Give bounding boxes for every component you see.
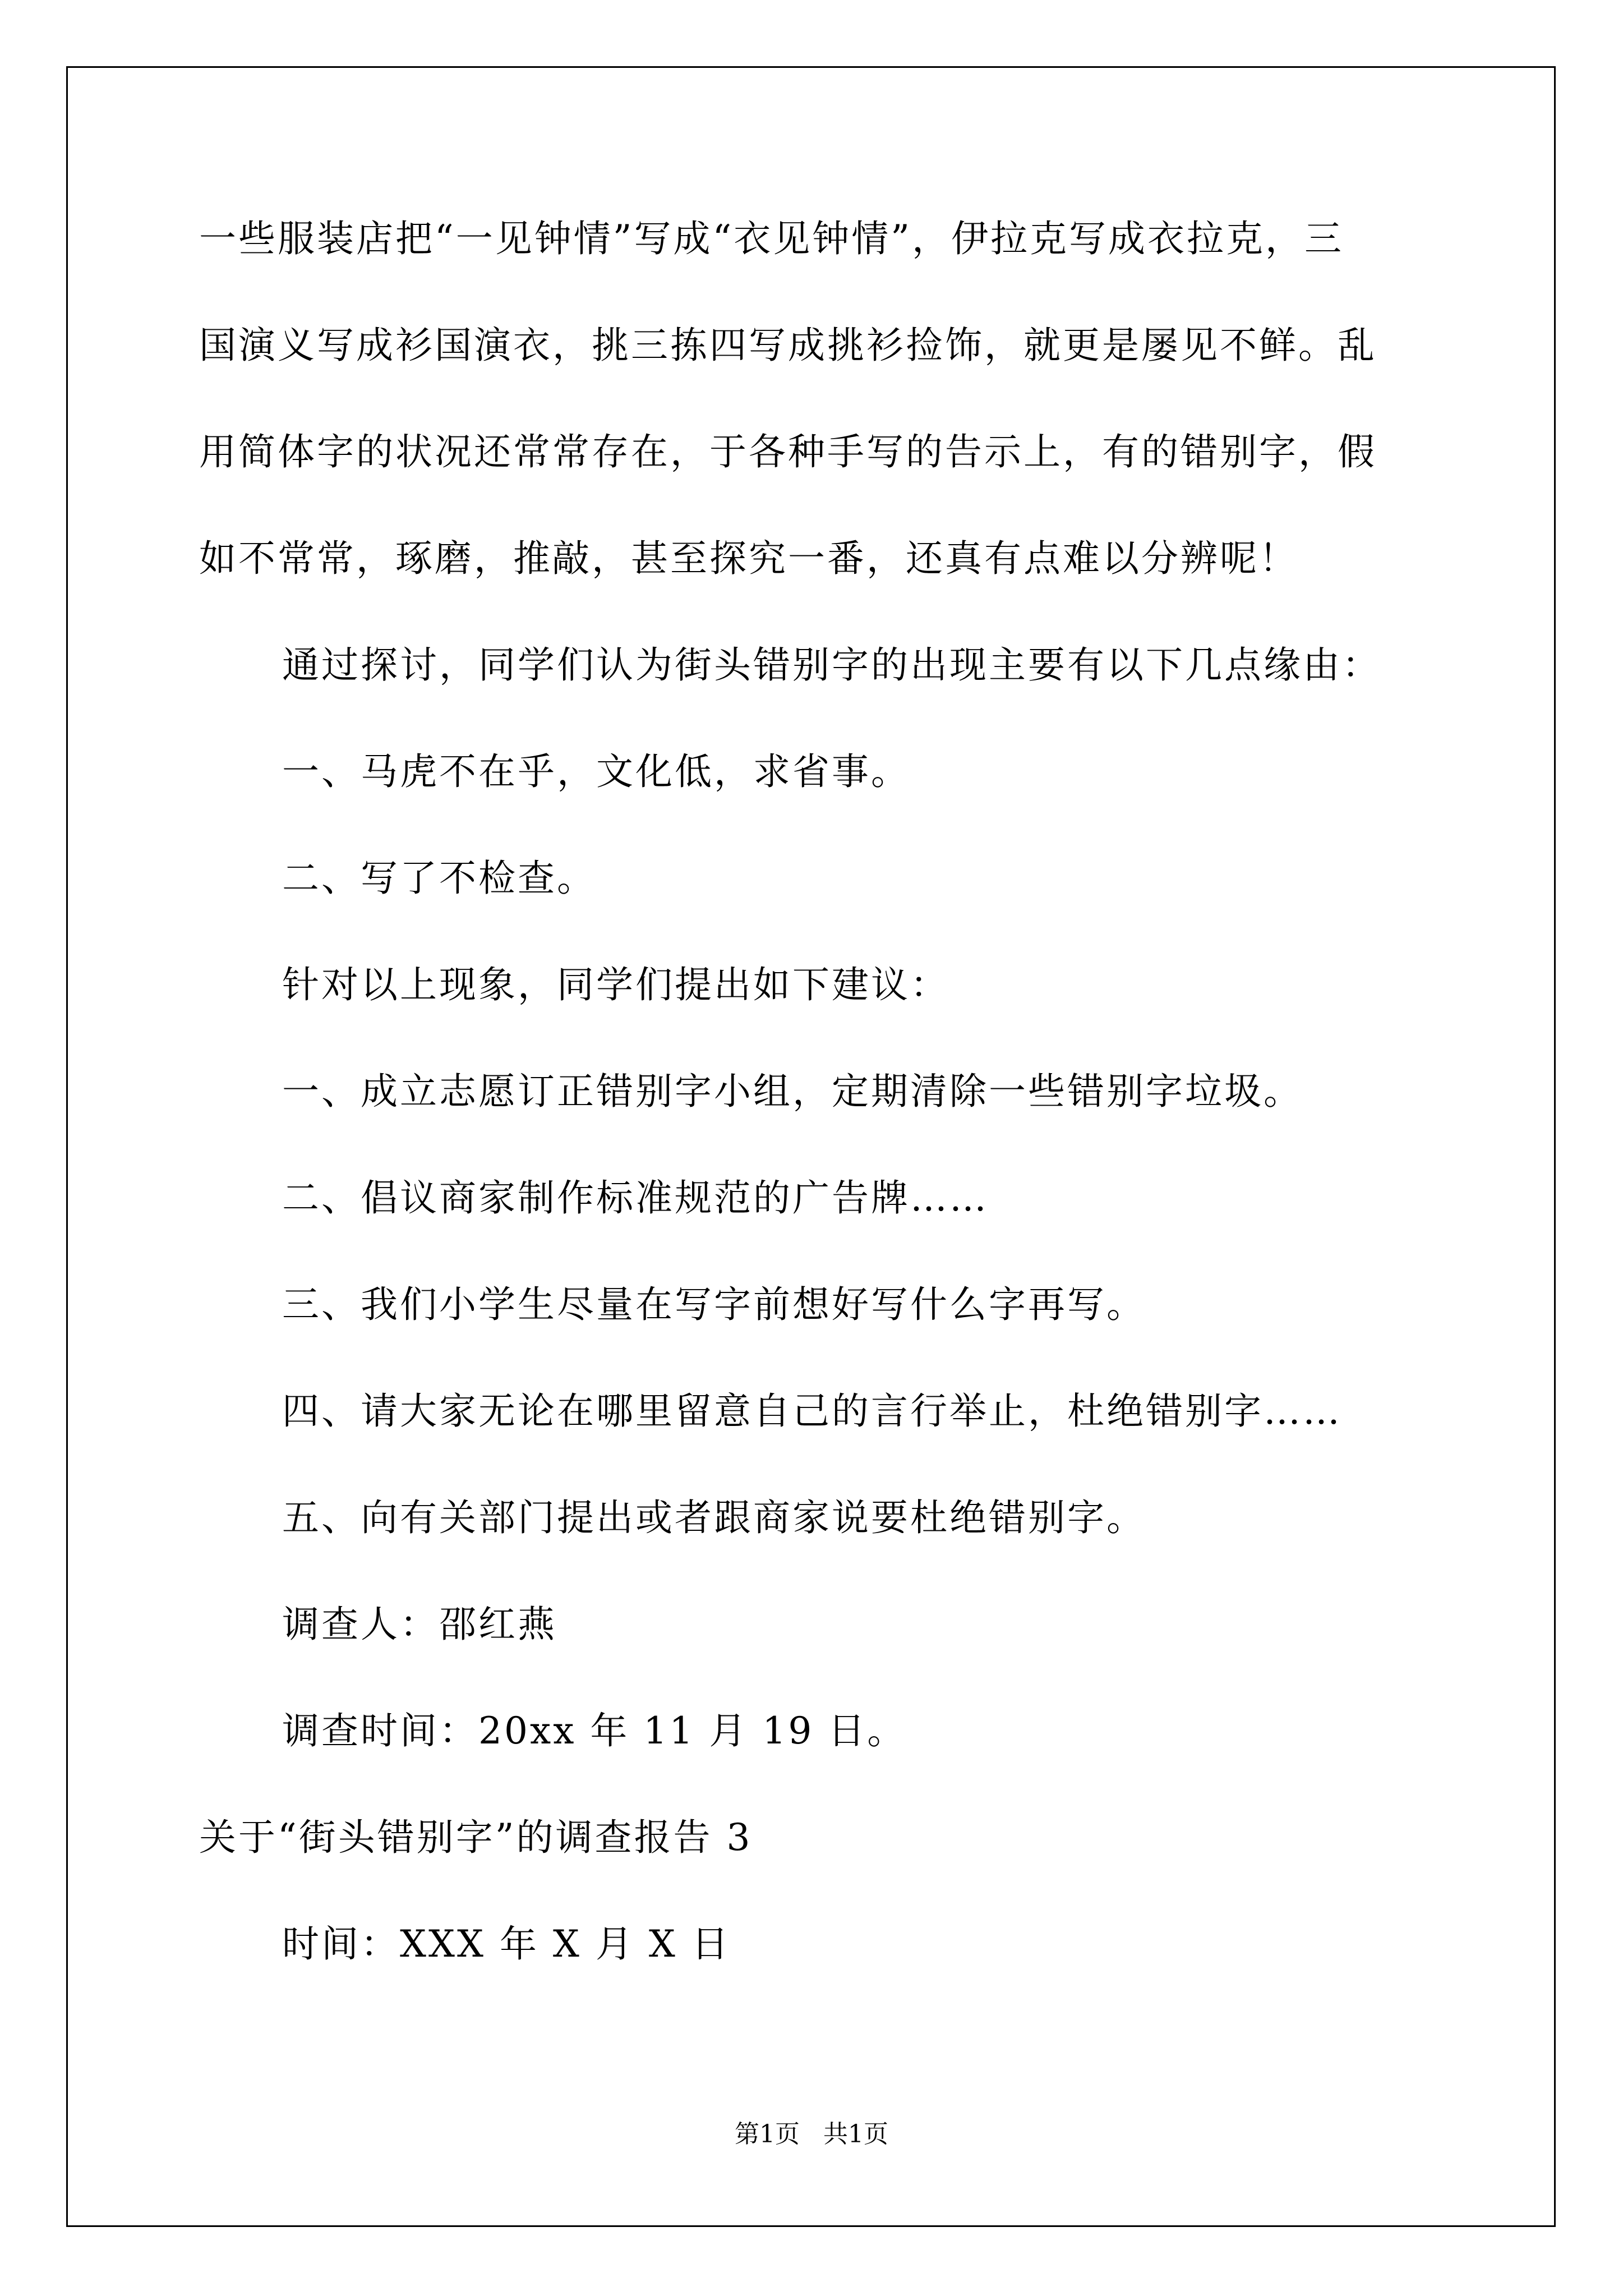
text-line: 一些服装店把“一见钟情”写成“衣见钟情”，伊拉克写成衣拉克，三 (199, 217, 1344, 260)
investigation-date-line: 调查时间：20xx 年 11 月 19 日。 (282, 1709, 907, 1752)
paragraph-intro (199, 219, 1427, 579)
investigator-line: 调查人：邵红燕 (282, 1603, 557, 1646)
list-item: 二、写了不检查。 (282, 857, 596, 900)
list-item: 一、成立志愿订正错别字小组，定期清除一些错别字垃圾。 (282, 1070, 1303, 1113)
page-footer: 第1页 共1页 (735, 2120, 888, 2148)
text-line: 通过探讨，同学们认为街头错别字的出现主要有以下几点缘由： (282, 643, 1381, 687)
text-line: 针对以上现象，同学们提出如下建议： (282, 963, 949, 1006)
list-item: 三、我们小学生尽量在写字前想好写什么字再写。 (282, 1283, 1146, 1326)
text-line: 国演义写成衫国演衣，挑三拣四写成挑衫捡饰，就更是屡见不鲜。乱 (199, 324, 1377, 367)
section-title: 关于“街头错别字”的调查报告 3 (199, 1816, 753, 1859)
time-line: 时间：XXX 年 X 月 X 日 (282, 1922, 731, 1966)
list-item: 二、倡议商家制作标准规范的广告牌…… (282, 1176, 989, 1220)
list-item: 一、马虎不在乎，文化低，求省事。 (282, 750, 910, 793)
list-item: 五、向有关部门提出或者跟商家说要杜绝错别字。 (282, 1496, 1146, 1539)
text-line: 如不常常，琢磨，推敲，甚至探究一番，还真有点难以分辨呢！ (199, 537, 1298, 580)
document-body (199, 219, 1427, 1964)
text-line: 用简体字的状况还常常存在，于各种手写的告示上，有的错别字，假 (199, 430, 1377, 473)
list-item: 四、请大家无论在哪里留意自己的言行举止，杜绝错别字…… (282, 1389, 1342, 1433)
